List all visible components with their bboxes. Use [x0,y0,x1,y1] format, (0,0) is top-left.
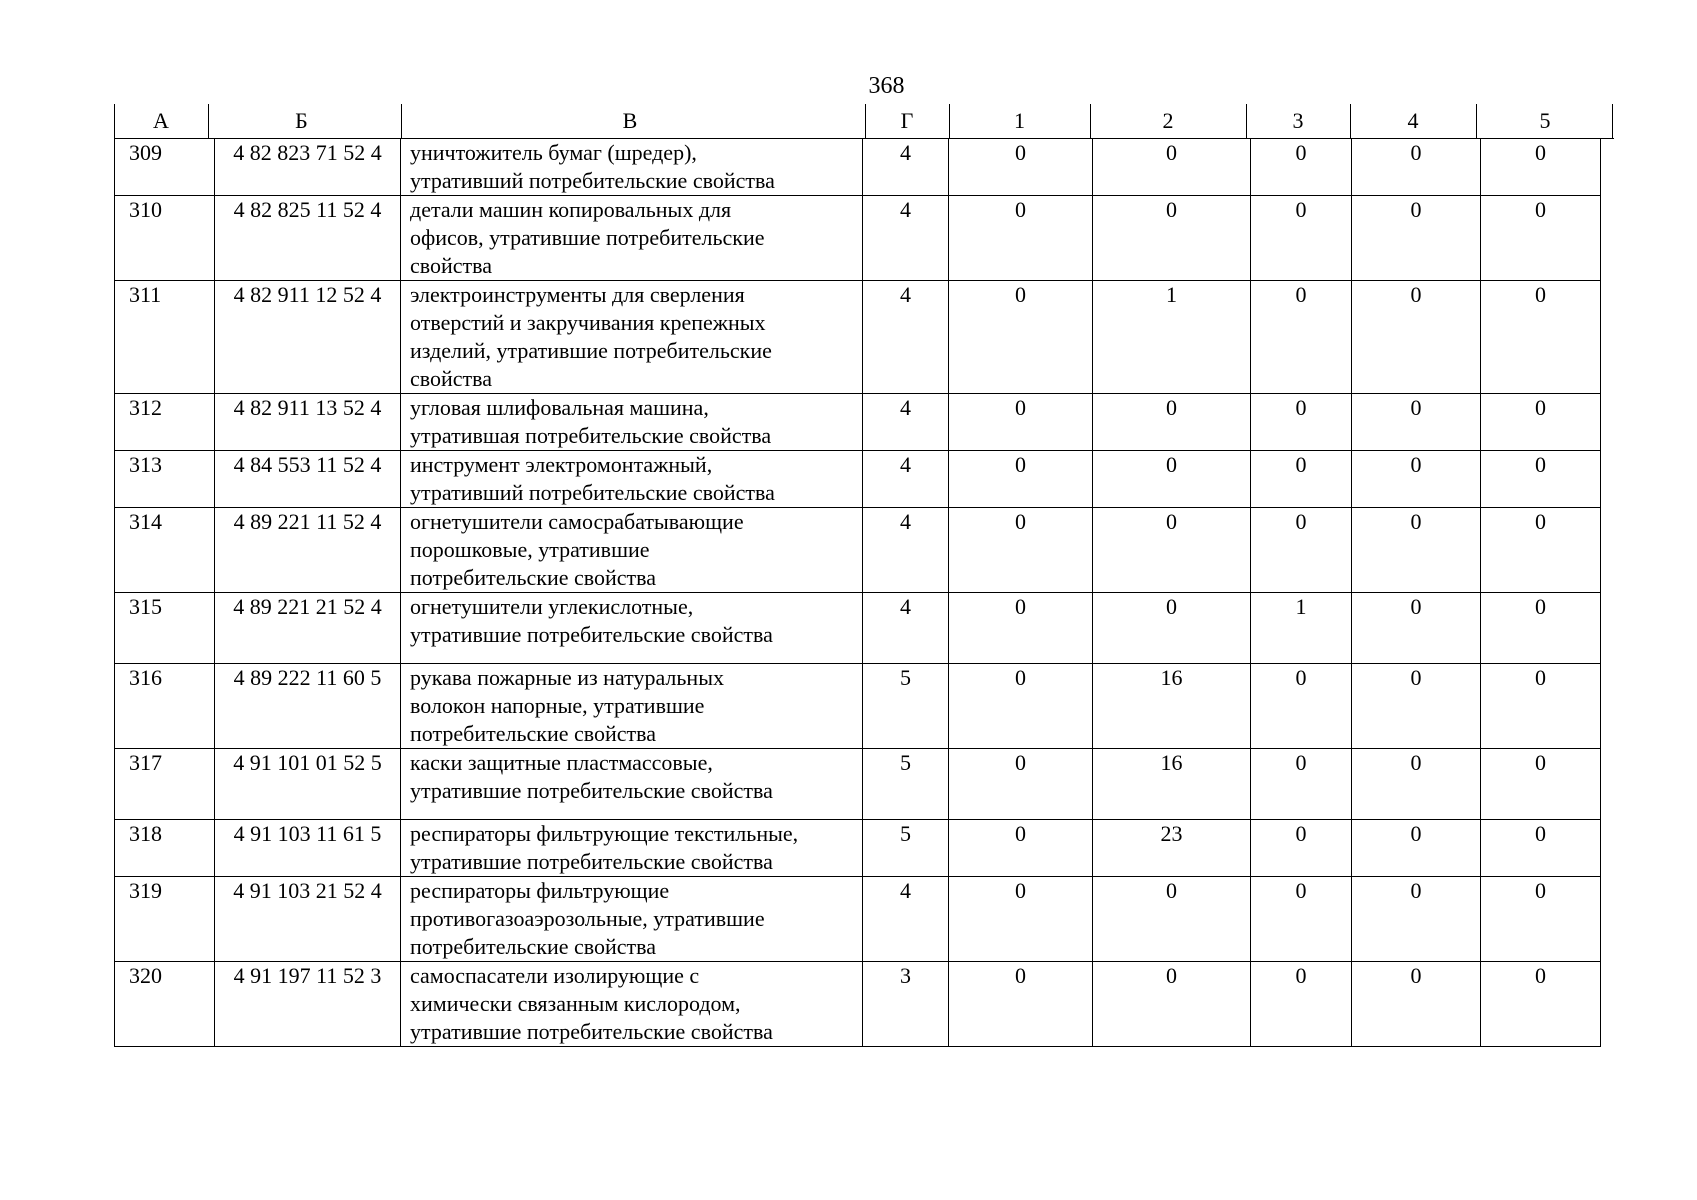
value-cell-3: 0 [1251,394,1352,451]
waste-name-line: утратившие потребительские свойства [410,1019,773,1044]
waste-name-line: респираторы фильтрующие текстильные, [410,821,799,846]
waste-name-line: потребительские свойства [410,721,656,746]
waste-name-cell [401,664,863,749]
waste-name-line: респираторы фильтрующие [410,878,670,903]
value-cell-2: 0 [1093,593,1251,664]
waste-name-cell [401,394,863,451]
value-cell-4: 0 [1352,281,1481,394]
table-row [115,962,1601,1047]
value-cell-2: 0 [1093,451,1251,508]
header-divider [865,104,866,138]
value-cell-2: 1 [1093,281,1251,394]
value-cell-4: 0 [1352,593,1481,664]
waste-name-line: утративший потребительские свойства [410,168,775,193]
row-number-cell: 318 [115,820,215,877]
fkko-code-cell: 4 91 101 01 52 5 [215,749,401,820]
table-row [115,281,1601,394]
value-cell-5: 0 [1481,451,1601,508]
header-divider [1612,104,1613,138]
value-cell-3: 0 [1251,664,1352,749]
value-cell-2: 0 [1093,962,1251,1047]
value-cell-1: 0 [949,508,1093,593]
table-row [115,820,1601,877]
value-cell-1: 0 [949,139,1093,196]
table-row [115,394,1601,451]
value-cell-2: 16 [1093,749,1251,820]
waste-name-line: свойства [410,253,493,278]
waste-name-line: химически связанным кислородом, [410,991,741,1016]
value-cell-5: 0 [1481,508,1601,593]
row-number-cell: 317 [115,749,215,820]
fkko-code-cell: 4 91 103 11 61 5 [215,820,401,877]
waste-name-line: потребительские свойства [410,565,656,590]
waste-name-line: огнетушители углекислотные, [410,594,694,619]
waste-name-cell [401,962,863,1047]
value-cell-2: 23 [1093,820,1251,877]
header-divider [114,104,115,138]
fkko-code-cell: 4 82 911 13 52 4 [215,394,401,451]
value-cell-3: 0 [1251,877,1352,962]
page-number: 368 [868,73,905,99]
value-cell-1: 0 [949,281,1093,394]
value-cell-4: 0 [1352,664,1481,749]
header-divider [1090,104,1091,138]
value-cell-5: 0 [1481,196,1601,281]
waste-name-line: волокон напорные, утратившие [410,693,705,718]
hazard-class-cell: 5 [863,820,949,877]
waste-table [114,138,1601,1047]
value-cell-4: 0 [1352,962,1481,1047]
value-cell-3: 0 [1251,508,1352,593]
waste-name-line: утратившие потребительские свойства [410,622,773,647]
header-divider [1350,104,1351,138]
fkko-code-cell: 4 89 222 11 60 5 [215,664,401,749]
waste-name-line: инструмент электромонтажный, [410,452,713,477]
value-cell-5: 0 [1481,877,1601,962]
hazard-class-cell: 4 [863,281,949,394]
waste-name-line: утратившие потребительские свойства [410,849,773,874]
value-cell-1: 0 [949,962,1093,1047]
value-cell-3: 0 [1251,962,1352,1047]
fkko-code-cell: 4 91 103 21 52 4 [215,877,401,962]
table-row [115,593,1601,664]
value-cell-3: 0 [1251,451,1352,508]
table-row [115,749,1601,820]
table-row [115,139,1601,196]
hazard-class-cell: 4 [863,877,949,962]
table-row [115,664,1601,749]
waste-name-line: офисов, утратившие потребительские [410,225,765,250]
value-cell-1: 0 [949,749,1093,820]
value-cell-1: 0 [949,664,1093,749]
waste-name-line: отверстий и закручивания крепежных [410,310,766,335]
value-cell-4: 0 [1352,508,1481,593]
waste-name-line: порошковые, утратившие [410,537,650,562]
waste-name-cell [401,508,863,593]
header-cell-2: 2 [1162,108,1174,133]
value-cell-4: 0 [1352,139,1481,196]
value-cell-3: 0 [1251,820,1352,877]
hazard-class-cell: 4 [863,139,949,196]
fkko-code-cell: 4 89 221 21 52 4 [215,593,401,664]
table-header-row [114,104,1614,138]
value-cell-4: 0 [1352,196,1481,281]
waste-name-line: свойства [410,366,493,391]
fkko-code-cell: 4 84 553 11 52 4 [215,451,401,508]
header-divider [949,104,950,138]
value-cell-4: 0 [1352,820,1481,877]
waste-name-line: утратившие потребительские свойства [410,778,773,803]
value-cell-3: 0 [1251,196,1352,281]
row-number-cell: 314 [115,508,215,593]
waste-name-line: рукава пожарные из натуральных [410,665,724,690]
waste-name-cell [401,820,863,877]
waste-name-cell [401,139,863,196]
value-cell-5: 0 [1481,664,1601,749]
value-cell-2: 0 [1093,394,1251,451]
fkko-code-cell: 4 91 197 11 52 3 [215,962,401,1047]
header-divider [208,104,209,138]
row-number-cell: 315 [115,593,215,664]
fkko-code-cell: 4 82 911 12 52 4 [215,281,401,394]
value-cell-3: 1 [1251,593,1352,664]
header-cell-b: Б [295,108,308,133]
value-cell-3: 0 [1251,281,1352,394]
header-cell-1: 1 [1014,108,1025,133]
value-cell-4: 0 [1352,451,1481,508]
table-row [115,508,1601,593]
waste-name-cell [401,877,863,962]
waste-name-line: утративший потребительские свойства [410,480,775,505]
row-number-cell: 320 [115,962,215,1047]
value-cell-2: 0 [1093,139,1251,196]
waste-name-cell [401,451,863,508]
header-cell-4: 4 [1407,108,1419,133]
value-cell-1: 0 [949,394,1093,451]
hazard-class-cell: 4 [863,451,949,508]
hazard-class-cell: 3 [863,962,949,1047]
fkko-code-cell: 4 89 221 11 52 4 [215,508,401,593]
value-cell-4: 0 [1352,877,1481,962]
value-cell-2: 0 [1093,508,1251,593]
waste-name-line: утратившая потребительские свойства [410,423,772,448]
waste-name-line: угловая шлифовальная машина, [410,395,709,420]
value-cell-5: 0 [1481,593,1601,664]
waste-name-cell [401,281,863,394]
fkko-code-cell: 4 82 825 11 52 4 [215,196,401,281]
value-cell-5: 0 [1481,749,1601,820]
value-cell-2: 0 [1093,196,1251,281]
header-cell-3: 3 [1292,108,1304,133]
hazard-class-cell: 4 [863,196,949,281]
hazard-class-cell: 5 [863,664,949,749]
row-number-cell: 309 [115,139,215,196]
waste-name-cell [401,593,863,664]
waste-name-line: изделий, утратившие потребительские [410,338,772,363]
value-cell-5: 0 [1481,962,1601,1047]
waste-name-cell [401,196,863,281]
header-cell-a: А [153,108,169,133]
value-cell-5: 0 [1481,394,1601,451]
value-cell-1: 0 [949,820,1093,877]
waste-name-line: противогазоаэрозольные, утратившие [410,906,765,931]
value-cell-2: 0 [1093,877,1251,962]
header-cell-v: В [622,108,638,133]
value-cell-5: 0 [1481,281,1601,394]
value-cell-1: 0 [949,877,1093,962]
value-cell-3: 0 [1251,139,1352,196]
waste-name-line: электроинструменты для сверления [410,282,745,307]
waste-name-line: огнетушители самосрабатывающие [410,509,744,534]
value-cell-1: 0 [949,451,1093,508]
header-divider [1476,104,1477,138]
table-row [115,451,1601,508]
waste-name-line: самоспасатели изолирующие с [410,963,700,988]
row-number-cell: 313 [115,451,215,508]
hazard-class-cell: 5 [863,749,949,820]
value-cell-4: 0 [1352,394,1481,451]
header-cell-5: 5 [1539,108,1551,133]
waste-name-line: каски защитные пластмассовые, [410,750,713,775]
waste-name-line: потребительские свойства [410,934,656,959]
row-number-cell: 312 [115,394,215,451]
fkko-code-cell: 4 82 823 71 52 4 [215,139,401,196]
waste-name-cell [401,749,863,820]
table-row [115,196,1601,281]
waste-name-line: детали машин копировальных для [410,197,732,222]
value-cell-1: 0 [949,593,1093,664]
hazard-class-cell: 4 [863,394,949,451]
hazard-class-cell: 4 [863,508,949,593]
table-row [115,877,1601,962]
header-divider [1246,104,1247,138]
value-cell-3: 0 [1251,749,1352,820]
row-number-cell: 310 [115,196,215,281]
header-cell-g: Г [900,108,914,133]
waste-name-line: уничтожитель бумаг (шредер), [410,140,697,165]
row-number-cell: 319 [115,877,215,962]
value-cell-5: 0 [1481,139,1601,196]
value-cell-5: 0 [1481,820,1601,877]
row-number-cell: 311 [115,281,215,394]
value-cell-4: 0 [1352,749,1481,820]
value-cell-1: 0 [949,196,1093,281]
table-body [115,139,1601,1047]
header-divider [401,104,402,138]
hazard-class-cell: 4 [863,593,949,664]
value-cell-2: 16 [1093,664,1251,749]
row-number-cell: 316 [115,664,215,749]
